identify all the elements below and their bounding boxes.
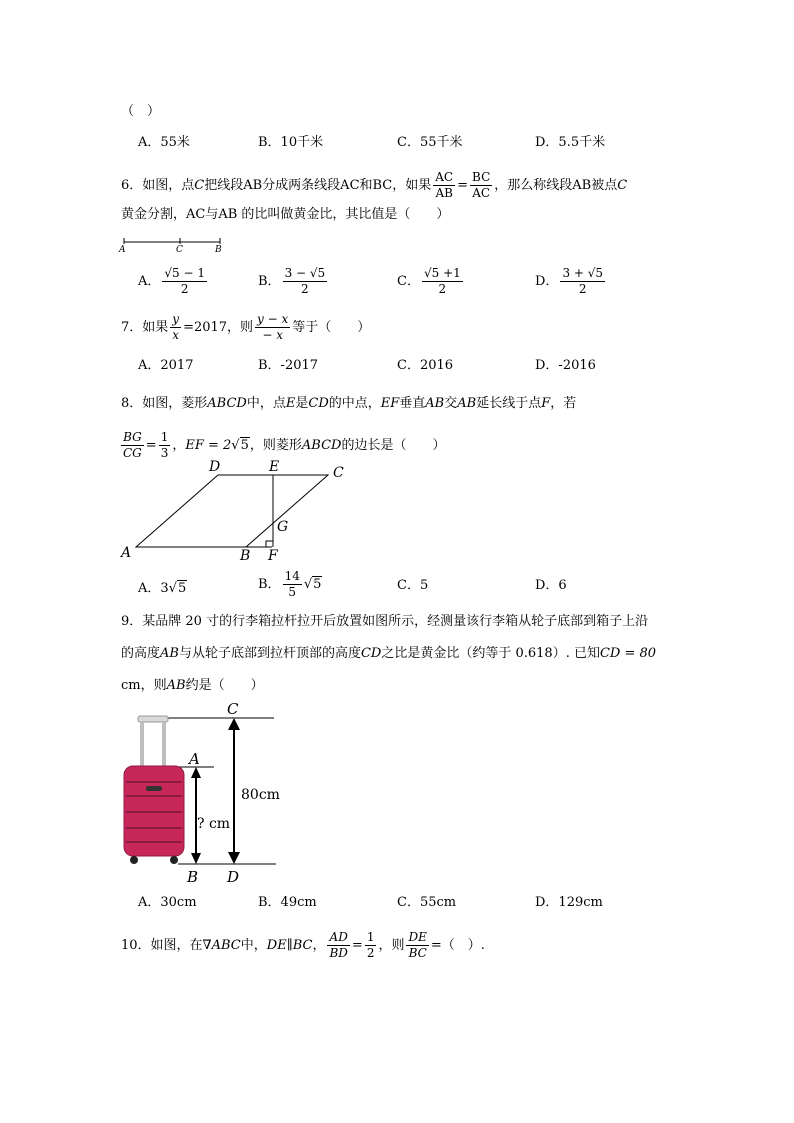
q9-label-d: D: [227, 868, 240, 886]
q9-option-d: D．129cm: [535, 895, 603, 910]
q5-option-b: B．10千米: [258, 135, 324, 150]
q9-option-b: B．49cm: [258, 895, 317, 910]
q9-stem-line1: 9．某品牌 20 寸的行李箱拉杆拉开后放置如图所示，经测量该行李箱从轮子底部到箱子上沿: [121, 614, 649, 629]
q7-option-a: A．2017: [138, 358, 194, 373]
q9-label-80cm: 80cm: [241, 787, 280, 803]
q6-label-a: A: [119, 245, 126, 255]
q8-option-c: C．5: [397, 578, 429, 593]
q7-option-b: B．-2017: [258, 358, 319, 373]
q9-option-a: A．30cm: [138, 895, 197, 910]
q6-option-b: B． $\frac{3 - √5}{2}$: [258, 266, 326, 296]
q8-stem-line1: 8．如图，菱形ABCD中，点E是CD的中点，EF垂直AB交AB延长线于点F，若: [121, 396, 577, 411]
q6-stem-line2: 黄金分割，AC与AB 的比叫做黄金比，其比值是（ ）: [121, 207, 450, 222]
q7-stem: 7．如果 $\frac{y}{x}$ =2017，则 $\frac{y - x}{- x}$ 等于（ ）: [121, 312, 371, 342]
q10-stem: 10．如图，在∇ABC中，DE∥BC， $\frac{AD}{BD}$ = $\frac{1}{2}$ ，则 $\frac{DE}{BC}$ =（ ）.: [121, 930, 485, 960]
q7-option-d: D．-2016: [535, 358, 596, 373]
q6-stem-line1: 6．如图，点C把线段AB分成两条线段AC和BC，如果 $\frac{AC}{AB}$ = $\frac{BC}{AC}$ ，那么称线段AB被点C: [121, 170, 628, 200]
q9-stem-line3: cm，则AB约是（ ）: [121, 678, 264, 693]
q5-option-c: C．55千米: [397, 135, 463, 150]
q8-label-b: B: [240, 548, 251, 564]
rhombus-figure: [120, 460, 350, 565]
q8-option-d: D．6: [535, 578, 567, 593]
q5-paren: （ ）: [121, 104, 161, 119]
q8-option-b: B． $\frac{14}{5}$ √5: [258, 569, 322, 599]
q8-label-e: E: [269, 459, 280, 475]
q8-label-f: F: [268, 548, 278, 564]
q9-label-b: B: [187, 868, 199, 886]
q9-label-unknown: ? cm: [197, 816, 231, 832]
q6-segment-figure: [118, 236, 228, 258]
q6-option-a: A． $\frac{√5 - 1}{2}$: [138, 266, 206, 296]
q8-label-g: G: [277, 519, 289, 535]
q8-stem-line2: $\frac{BG}{CG}$ = $\frac{1}{3}$ ，EF = 2√5，则菱形ABCD的边长是（ ）: [123, 430, 446, 460]
q9-stem-line2: 的高度AB与从轮子底部到拉杆顶部的高度CD之比是黄金比（约等于 0.618）. 已知CD = 80: [121, 646, 657, 661]
q9-option-c: C．55cm: [397, 895, 457, 910]
q8-label-d: D: [209, 459, 221, 475]
q6-option-d: D． $\frac{3 + √5}{2}$: [535, 266, 604, 296]
q7-option-c: C．2016: [397, 358, 454, 373]
q5-option-d: D．5.5千米: [535, 135, 606, 150]
suitcase-figure: [118, 700, 318, 890]
q5-option-a: A．55米: [138, 135, 190, 150]
q6-option-c: C． $\frac{√5 +1}{2}$: [397, 266, 461, 296]
q9-label-a: A: [189, 750, 200, 768]
q6-label-b: B: [215, 245, 222, 255]
q8-label-c: C: [333, 465, 344, 481]
q6-label-c: C: [176, 245, 183, 255]
q9-label-c: C: [227, 700, 239, 718]
q8-option-a: A．3√5: [138, 581, 187, 596]
q8-label-a: A: [121, 545, 132, 561]
